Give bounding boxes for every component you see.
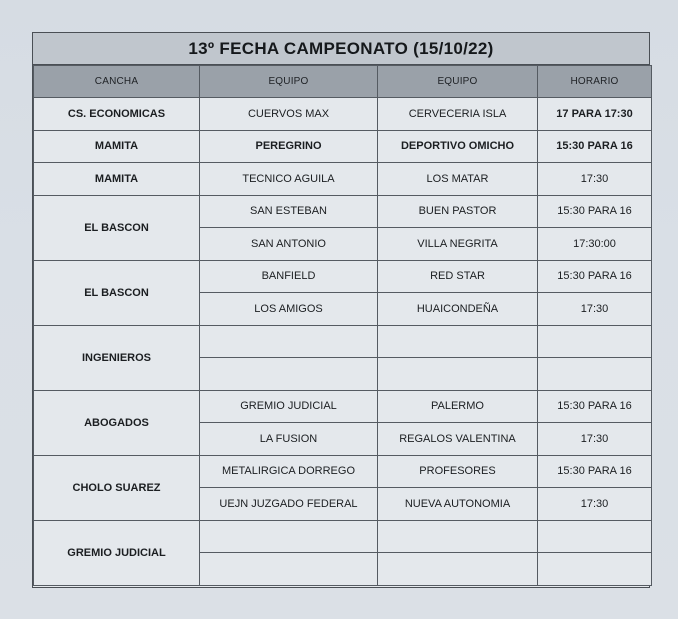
horario-cell: 15:30 PARA 16 xyxy=(538,390,652,423)
cancha-cell: INGENIEROS xyxy=(34,325,200,390)
cancha-cell: MAMITA xyxy=(34,163,200,196)
page-title: 13º FECHA CAMPEONATO (15/10/22) xyxy=(33,33,649,65)
fixture-sheet xyxy=(32,32,650,588)
equipo-cell xyxy=(200,325,378,358)
equipo-cell: DEPORTIVO OMICHO xyxy=(378,130,538,163)
horario-cell: 17:30 xyxy=(538,423,652,456)
equipo-cell xyxy=(378,325,538,358)
equipo-cell xyxy=(378,358,538,391)
table-row xyxy=(34,390,652,423)
table-row xyxy=(34,98,652,131)
equipo-cell: LOS AMIGOS xyxy=(200,293,378,326)
cancha-cell: ABOGADOS xyxy=(34,390,200,455)
horario-cell: 17:30 xyxy=(538,488,652,521)
horario-cell xyxy=(538,520,652,553)
header-horario: HORARIO xyxy=(538,66,652,98)
cancha-cell: EL BASCON xyxy=(34,260,200,325)
header-equipo-2: EQUIPO xyxy=(378,66,538,98)
equipo-cell: CUERVOS MAX xyxy=(200,98,378,131)
horario-cell: 15:30 PARA 16 xyxy=(538,195,652,228)
equipo-cell: CERVECERIA ISLA xyxy=(378,98,538,131)
equipo-cell: PALERMO xyxy=(378,390,538,423)
table-row xyxy=(34,260,652,293)
equipo-cell xyxy=(200,520,378,553)
equipo-cell: PEREGRINO xyxy=(200,130,378,163)
equipo-cell: BANFIELD xyxy=(200,260,378,293)
horario-cell: 17:30 xyxy=(538,163,652,196)
horario-cell: 15:30 PARA 16 xyxy=(538,130,652,163)
equipo-cell: SAN ESTEBAN xyxy=(200,195,378,228)
horario-cell: 17:30:00 xyxy=(538,228,652,261)
equipo-cell: TECNICO AGUILA xyxy=(200,163,378,196)
equipo-cell: VILLA NEGRITA xyxy=(378,228,538,261)
table-row xyxy=(34,195,652,228)
cancha-cell: GREMIO JUDICIAL xyxy=(34,520,200,585)
equipo-cell: BUEN PASTOR xyxy=(378,195,538,228)
table-row xyxy=(34,130,652,163)
equipo-cell: HUAICONDEÑA xyxy=(378,293,538,326)
equipo-cell: LOS MATAR xyxy=(378,163,538,196)
header-row xyxy=(34,66,652,98)
horario-cell: 15:30 PARA 16 xyxy=(538,455,652,488)
equipo-cell: METALIRGICA DORREGO xyxy=(200,455,378,488)
fixture-table xyxy=(33,65,652,586)
table-row xyxy=(34,163,652,196)
horario-cell: 17 PARA 17:30 xyxy=(538,98,652,131)
cancha-cell: CHOLO SUAREZ xyxy=(34,455,200,520)
equipo-cell xyxy=(200,553,378,586)
horario-cell xyxy=(538,358,652,391)
cancha-cell: MAMITA xyxy=(34,130,200,163)
table-row xyxy=(34,325,652,358)
equipo-cell: RED STAR xyxy=(378,260,538,293)
equipo-cell xyxy=(200,358,378,391)
horario-cell xyxy=(538,553,652,586)
cancha-cell: EL BASCON xyxy=(34,195,200,260)
horario-cell xyxy=(538,325,652,358)
equipo-cell: LA FUSION xyxy=(200,423,378,456)
equipo-cell: UEJN JUZGADO FEDERAL xyxy=(200,488,378,521)
equipo-cell: GREMIO JUDICIAL xyxy=(200,390,378,423)
equipo-cell xyxy=(378,520,538,553)
equipo-cell: NUEVA AUTONOMIA xyxy=(378,488,538,521)
header-cancha: CANCHA xyxy=(34,66,200,98)
horario-cell: 15:30 PARA 16 xyxy=(538,260,652,293)
equipo-cell xyxy=(378,553,538,586)
equipo-cell: SAN ANTONIO xyxy=(200,228,378,261)
table-row xyxy=(34,520,652,553)
header-equipo-1: EQUIPO xyxy=(200,66,378,98)
table-row xyxy=(34,455,652,488)
horario-cell: 17:30 xyxy=(538,293,652,326)
cancha-cell: CS. ECONOMICAS xyxy=(34,98,200,131)
equipo-cell: REGALOS VALENTINA xyxy=(378,423,538,456)
equipo-cell: PROFESORES xyxy=(378,455,538,488)
